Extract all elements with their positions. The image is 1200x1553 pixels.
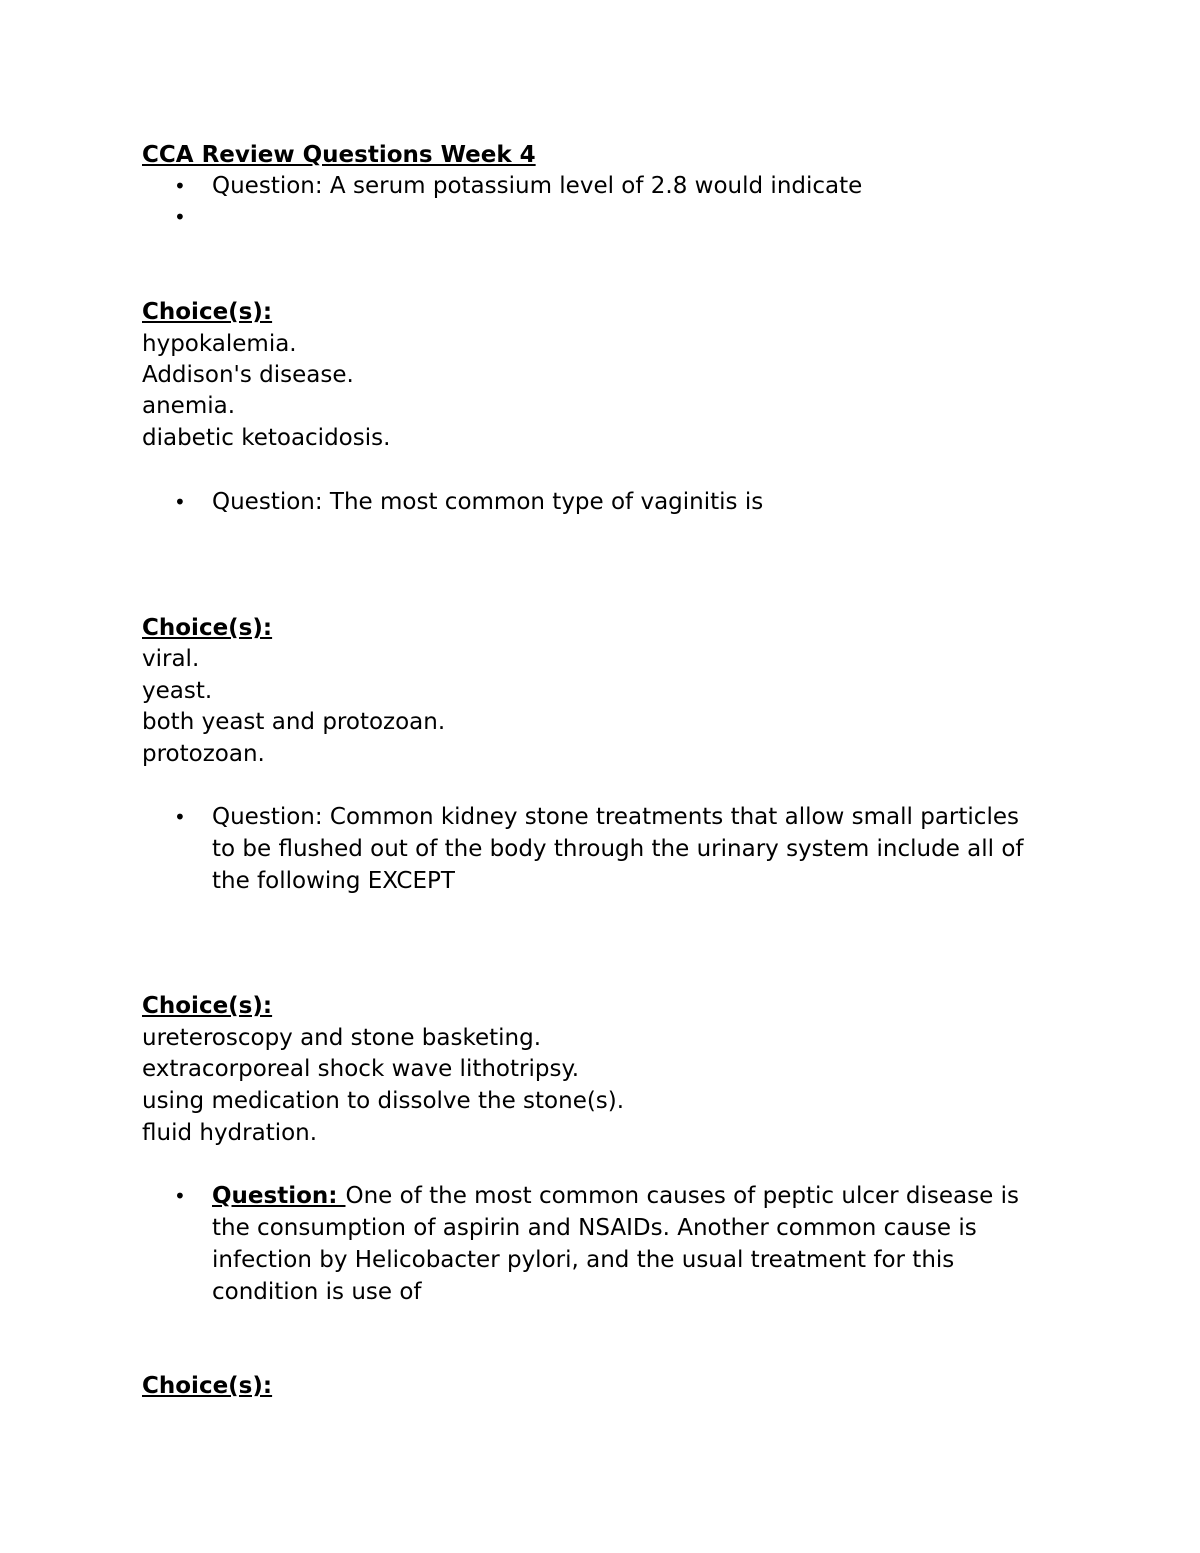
question-3-line: Question: Common kidney stone treatments that allow small particles — [212, 804, 1019, 830]
choice-item: extracorporeal shock wave lithotripsy. — [142, 1056, 580, 1082]
bullet-icon: • — [174, 174, 186, 198]
question-3-line: the following EXCEPT — [212, 868, 455, 894]
question-4-text: One of the most common causes of peptic ulcer disease is — [345, 1183, 1019, 1209]
choice-item: fluid hydration. — [142, 1120, 318, 1146]
question-1-text: Question: A serum potassium level of 2.8 would indicate — [212, 173, 863, 199]
choice-item: diabetic ketoacidosis. — [142, 425, 391, 451]
bullet-icon: • — [174, 490, 186, 514]
choices-heading: Choice(s): — [142, 1373, 273, 1399]
choice-item: protozoan. — [142, 741, 265, 767]
choice-item: ureteroscopy and stone basketing. — [142, 1025, 542, 1051]
document-title: CCA Review Questions Week 4 — [142, 142, 536, 168]
choice-item: using medication to dissolve the stone(s). — [142, 1088, 625, 1114]
choice-item: both yeast and protozoan. — [142, 709, 446, 735]
question-4-line: condition is use of — [212, 1279, 422, 1305]
choice-item: hypokalemia. — [142, 331, 297, 357]
question-2 — [142, 486, 1062, 518]
choice-item: viral. — [142, 646, 200, 672]
choices-heading: Choice(s): — [142, 299, 273, 325]
question-2-text: Question: The most common type of vaginitis is — [212, 489, 764, 515]
choices-heading: Choice(s): — [142, 993, 273, 1019]
choice-item: anemia. — [142, 393, 236, 419]
question-label: Question: — [212, 1183, 346, 1209]
question-4-line: infection by Helicobacter pylori, and the usual treatment for this — [212, 1247, 955, 1273]
question-4-line: the consumption of aspirin and NSAIDs. Another common cause is — [212, 1215, 977, 1241]
question-4 — [142, 1180, 1062, 1308]
bullet-icon: • — [174, 1184, 186, 1208]
choice-item: yeast. — [142, 678, 213, 704]
choice-item: Addison's disease. — [142, 362, 354, 388]
question-3-line: to be flushed out of the body through the urinary system include all of — [212, 836, 1024, 862]
bullet-icon: • — [174, 205, 186, 229]
bullet-icon: • — [174, 805, 186, 829]
question-1 — [142, 170, 1062, 202]
question-3 — [142, 801, 1062, 897]
choices-heading: Choice(s): — [142, 615, 273, 641]
question-4-line — [212, 1180, 1062, 1212]
